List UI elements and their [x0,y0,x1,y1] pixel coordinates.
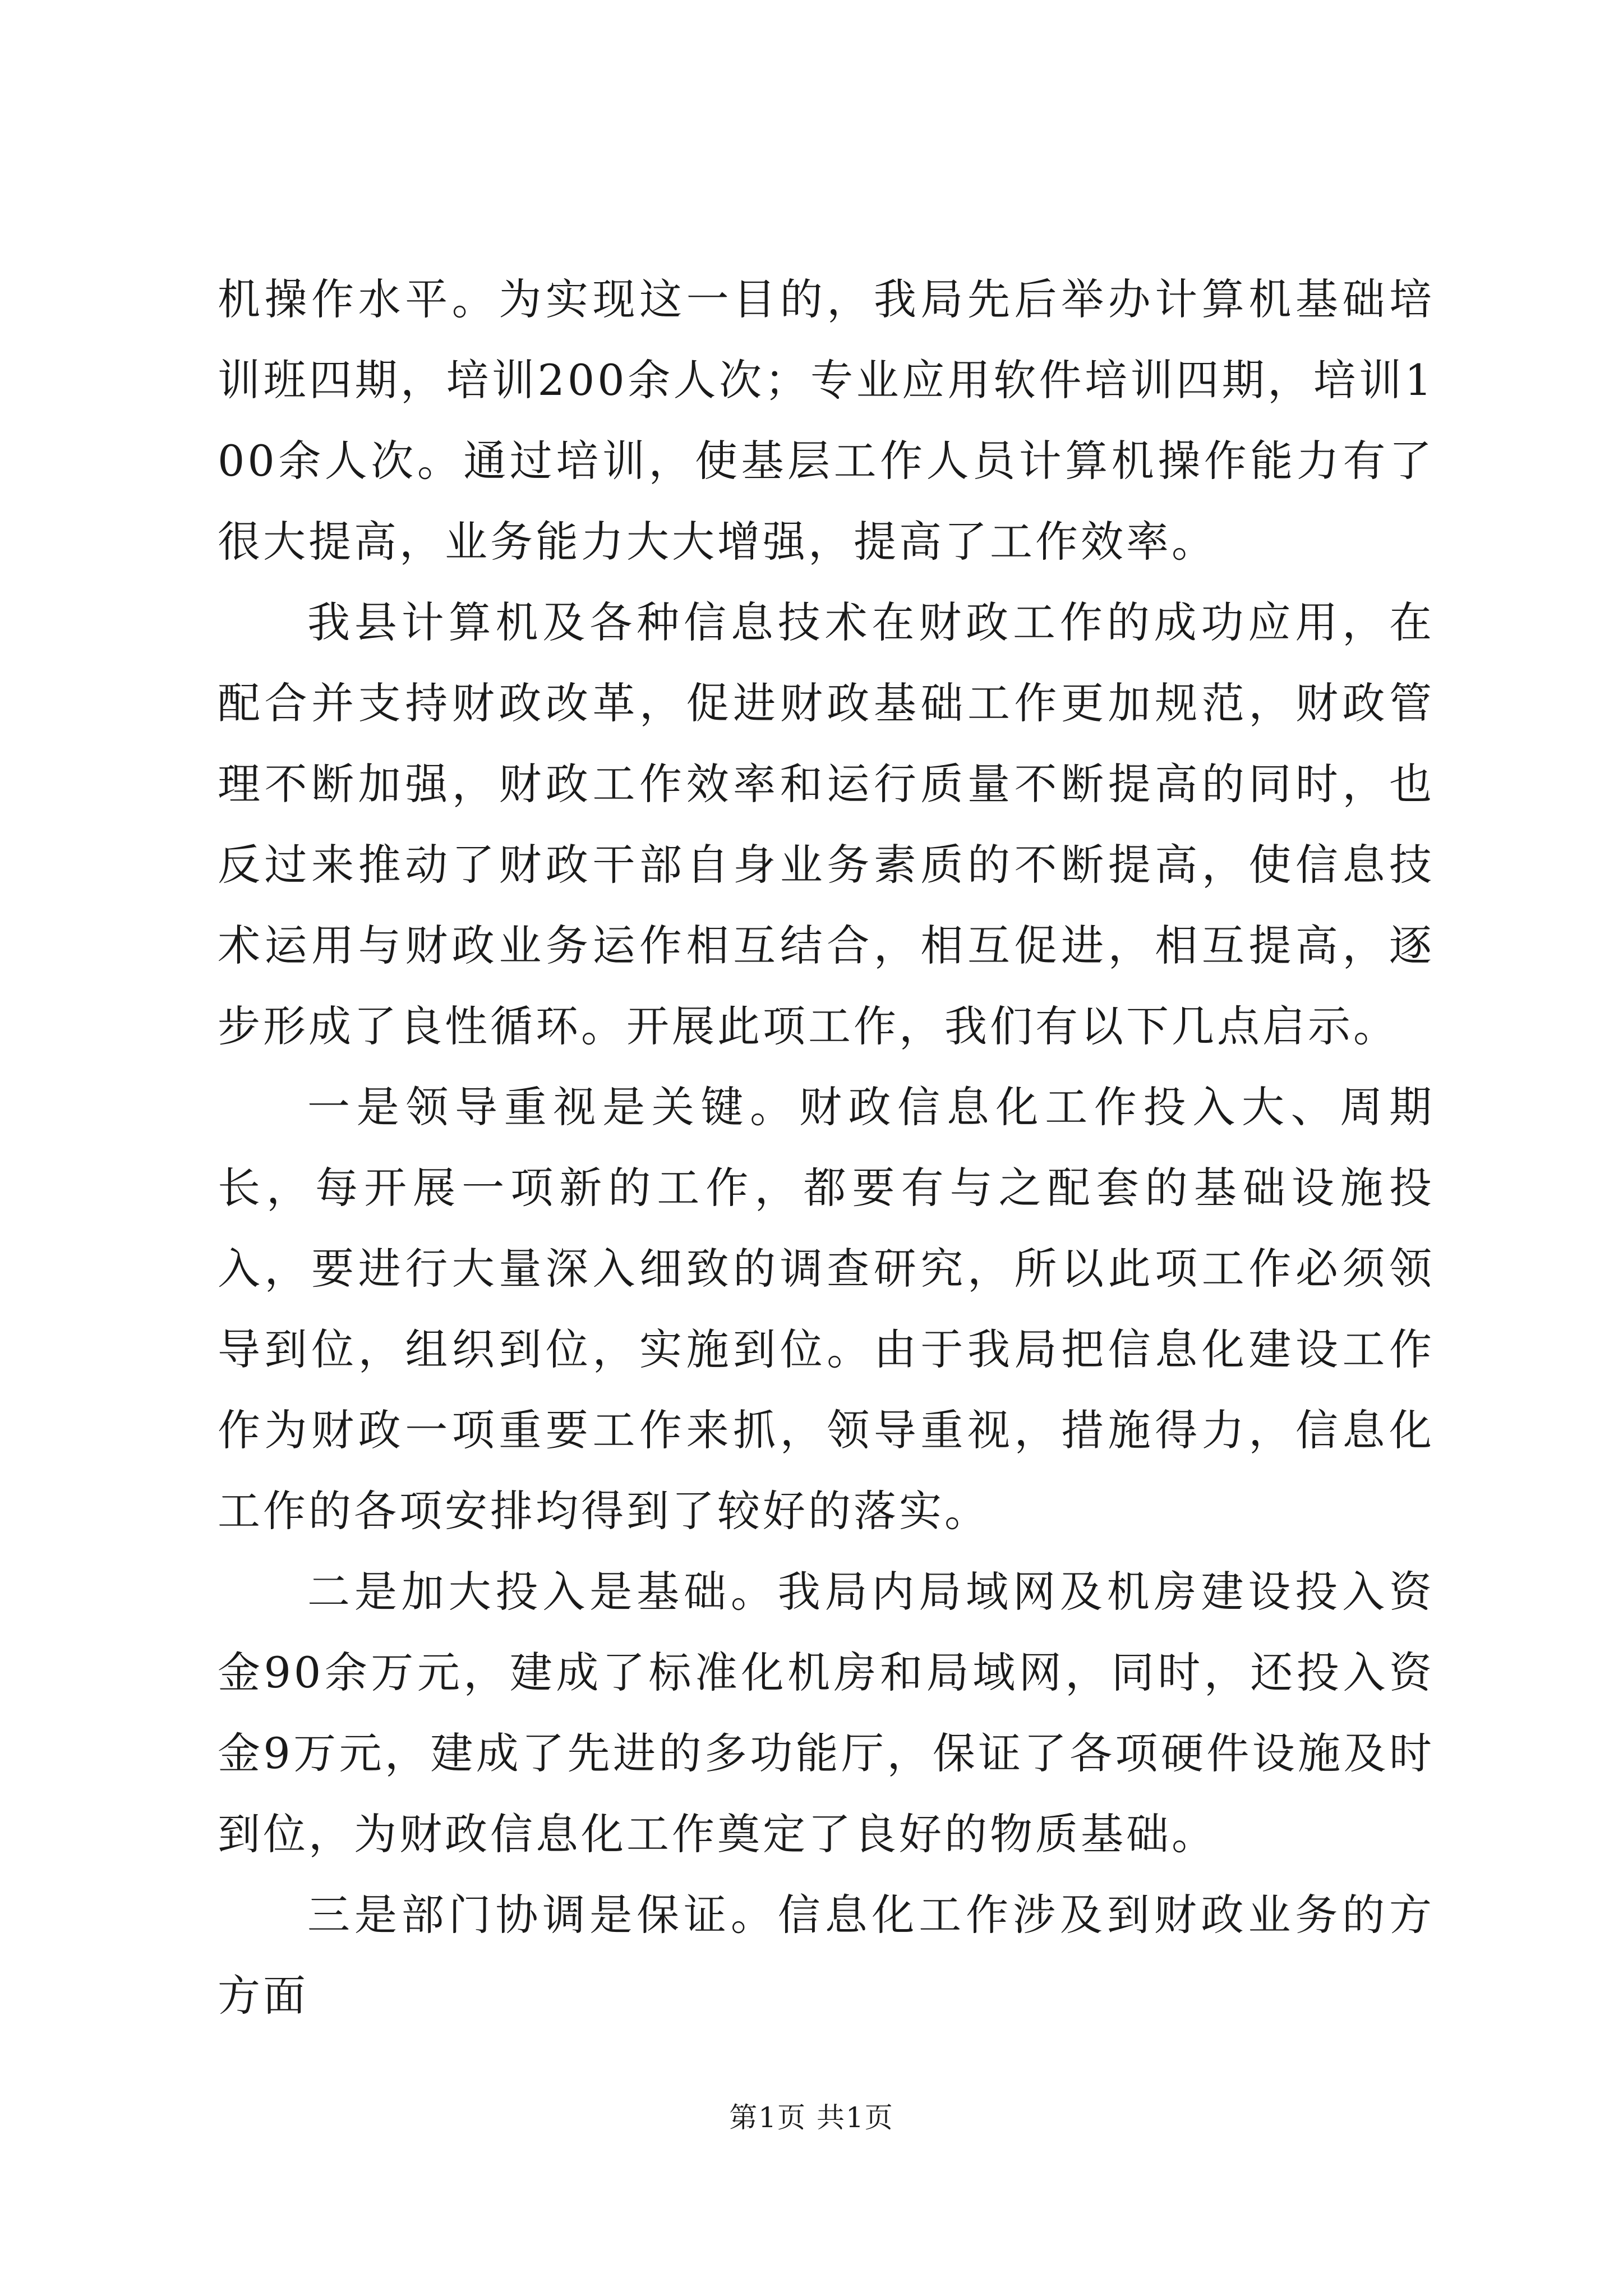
paragraph-continued: 机操作水平。为实现这一目的，我局先后举办计算机基础培训班四期，培训200余人次；专业应用软件培训四期，培训100余人次。通过培训，使基层工作人员计算机操作能力有了很大提高，业务能力大大增强，提高了工作效率。 [218,274,1435,567]
paragraph-point-one: 一是领导重视是关键。财政信息化工作投入大、周期长，每开展一项新的工作，都要有与之配套的基础设施投入，要进行大量深入细致的调查研究，所以此项工作必须领导到位，组织到位，实施到位。由于我局把信息化建设工作作为财政一项重要工作来抓，领导重视，措施得力，信息化工作的各项安排均得到了较好的落实。 [218,1082,1435,1536]
page-number-footer: 第1页 共1页 [729,2101,894,2134]
paragraph-point-two: 二是加大投入是基础。我局内局域网及机房建设投入资金90余万元，建成了标准化机房和局域网，同时，还投入资金9万元，建成了先进的多功能厅，保证了各项硬件设施及时到位，为财政信息化工作奠定了良好的物质基础。 [218,1567,1435,1859]
document-body [218,259,1435,2036]
paragraph-point-three: 三是部门协调是保证。信息化工作涉及到财政业务的方方面 [218,1890,1435,2021]
paragraph-application-summary: 我县计算机及各种信息技术在财政工作的成功应用，在配合并支持财政改革，促进财政基础工作更加规范，财政管理不断加强，财政工作效率和运行质量不断提高的同时，也反过来推动了财政干部自身业务素质的不断提高，使信息技术运用与财政业务运作相互结合，相互促进，相互提高，逐步形成了良性循环。开展此项工作，我们有以下几点启示。 [218,597,1435,1051]
